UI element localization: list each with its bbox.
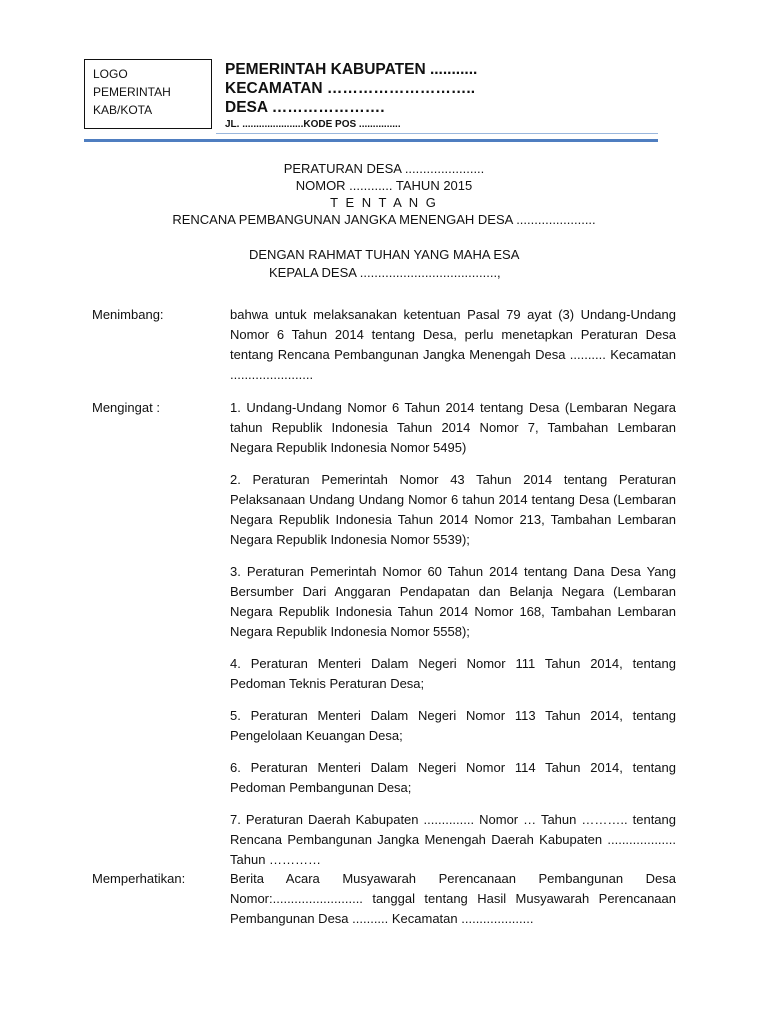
title-regulation-name: PERATURAN DESA ...................... <box>283 161 485 176</box>
opening-blessing: DENGAN RAHMAT TUHAN YANG MAHA ESA <box>249 247 520 262</box>
logo-text-line: KAB/KOTA <box>93 103 153 117</box>
section-label: Menimbang: <box>92 307 164 322</box>
logo-placeholder <box>84 59 212 129</box>
logo-text-line: PEMERINTAH <box>93 85 171 99</box>
section-label: Mengingat : <box>92 400 160 415</box>
letterhead-village: DESA …………………. <box>225 99 385 116</box>
section-mengingat <box>92 398 676 870</box>
legal-basis-item: 3. Peraturan Pemerintah Nomor 60 Tahun 2014 tentang Dana Desa Yang Bersumber Dari Anggaran Pendapatan dan Belanja Negara (Lembaran Negara Republik Indonesia Tahun 2014 Nomor 168, Tambahan Lembaran Negara Republik Indonesia Nomor 5558); <box>230 564 676 639</box>
title-about: T E N T A N G <box>330 195 438 210</box>
opening-village-head: KEPALA DESA ......................................, <box>269 265 501 280</box>
section-label: Memperhatikan: <box>92 871 186 886</box>
considering-text: bahwa untuk melaksanakan ketentuan Pasal 79 ayat (3) Undang-Undang Nomor 6 Tahun 2014 tentang Desa, perlu menetapkan Peraturan Desa tentang Rencana Pembangunan Jangka Menengah Desa .......... Kecamatan ....................... <box>230 307 676 382</box>
letterhead-district: KECAMATAN ……………………….. <box>225 80 475 97</box>
legal-basis-item: 7. Peraturan Daerah Kabupaten .............. Nomor … Tahun ……….. tentang Rencana Pembangunan Jangka Menengah Daerah Kabupaten ................... Tahun ………… <box>230 812 676 867</box>
letterhead-rule-thin <box>216 133 658 134</box>
section-menimbang <box>92 305 676 385</box>
letterhead <box>225 60 477 132</box>
section-body <box>230 398 676 870</box>
legal-basis-item: 5. Peraturan Menteri Dalam Negeri Nomor 113 Tahun 2014, tentang Pengelolaan Keuangan Desa; <box>230 708 676 743</box>
opening-formula <box>249 246 519 282</box>
letterhead-regency: PEMERINTAH KABUPATEN ........... <box>225 61 478 78</box>
title-number-year: NOMOR ............ TAHUN 2015 <box>295 178 473 193</box>
letterhead-address: JL. ......................KODE POS ............... <box>225 119 401 130</box>
logo-text-line: LOGO <box>93 67 128 81</box>
section-body <box>230 869 676 929</box>
legal-basis-item: 6. Peraturan Menteri Dalam Negeri Nomor 114 Tahun 2014, tentang Pedoman Pembangunan Desa; <box>230 760 676 795</box>
regulation-title <box>92 160 676 228</box>
letterhead-rule-thick <box>84 139 658 142</box>
section-memperhatikan <box>92 869 676 929</box>
title-subject: RENCANA PEMBANGUNAN JANGKA MENENGAH DESA ...................... <box>172 212 596 227</box>
noting-text: Berita Acara Musyawarah Perencanaan Pembangunan Desa Nomor:......................... tanggal tentang Hasil Musyawarah Perencanaan Pembangunan Desa .......... Kecamatan .................... <box>230 871 676 926</box>
section-body <box>230 305 676 385</box>
legal-basis-item: 2. Peraturan Pemerintah Nomor 43 Tahun 2014 tentang Peraturan Pelaksanaan Undang Undang Nomor 6 tahun 2014 tentang Desa (Lembaran Negara Republik Indonesia Tahun 2014 Nomor 213, Tambahan Lembaran Negara Republik Indonesia Nomor 5539); <box>230 472 676 547</box>
legal-basis-item: 4. Peraturan Menteri Dalam Negeri Nomor 111 Tahun 2014, tentang Pedoman Teknis Peraturan Desa; <box>230 656 676 691</box>
legal-basis-item: 1. Undang-Undang Nomor 6 Tahun 2014 tentang Desa (Lembaran Negara tahun Republik Indonesia Tahun 2014 Nomor 7, Tambahan Lembaran Negara Republik Indonesia Nomor 5495) <box>230 400 676 455</box>
